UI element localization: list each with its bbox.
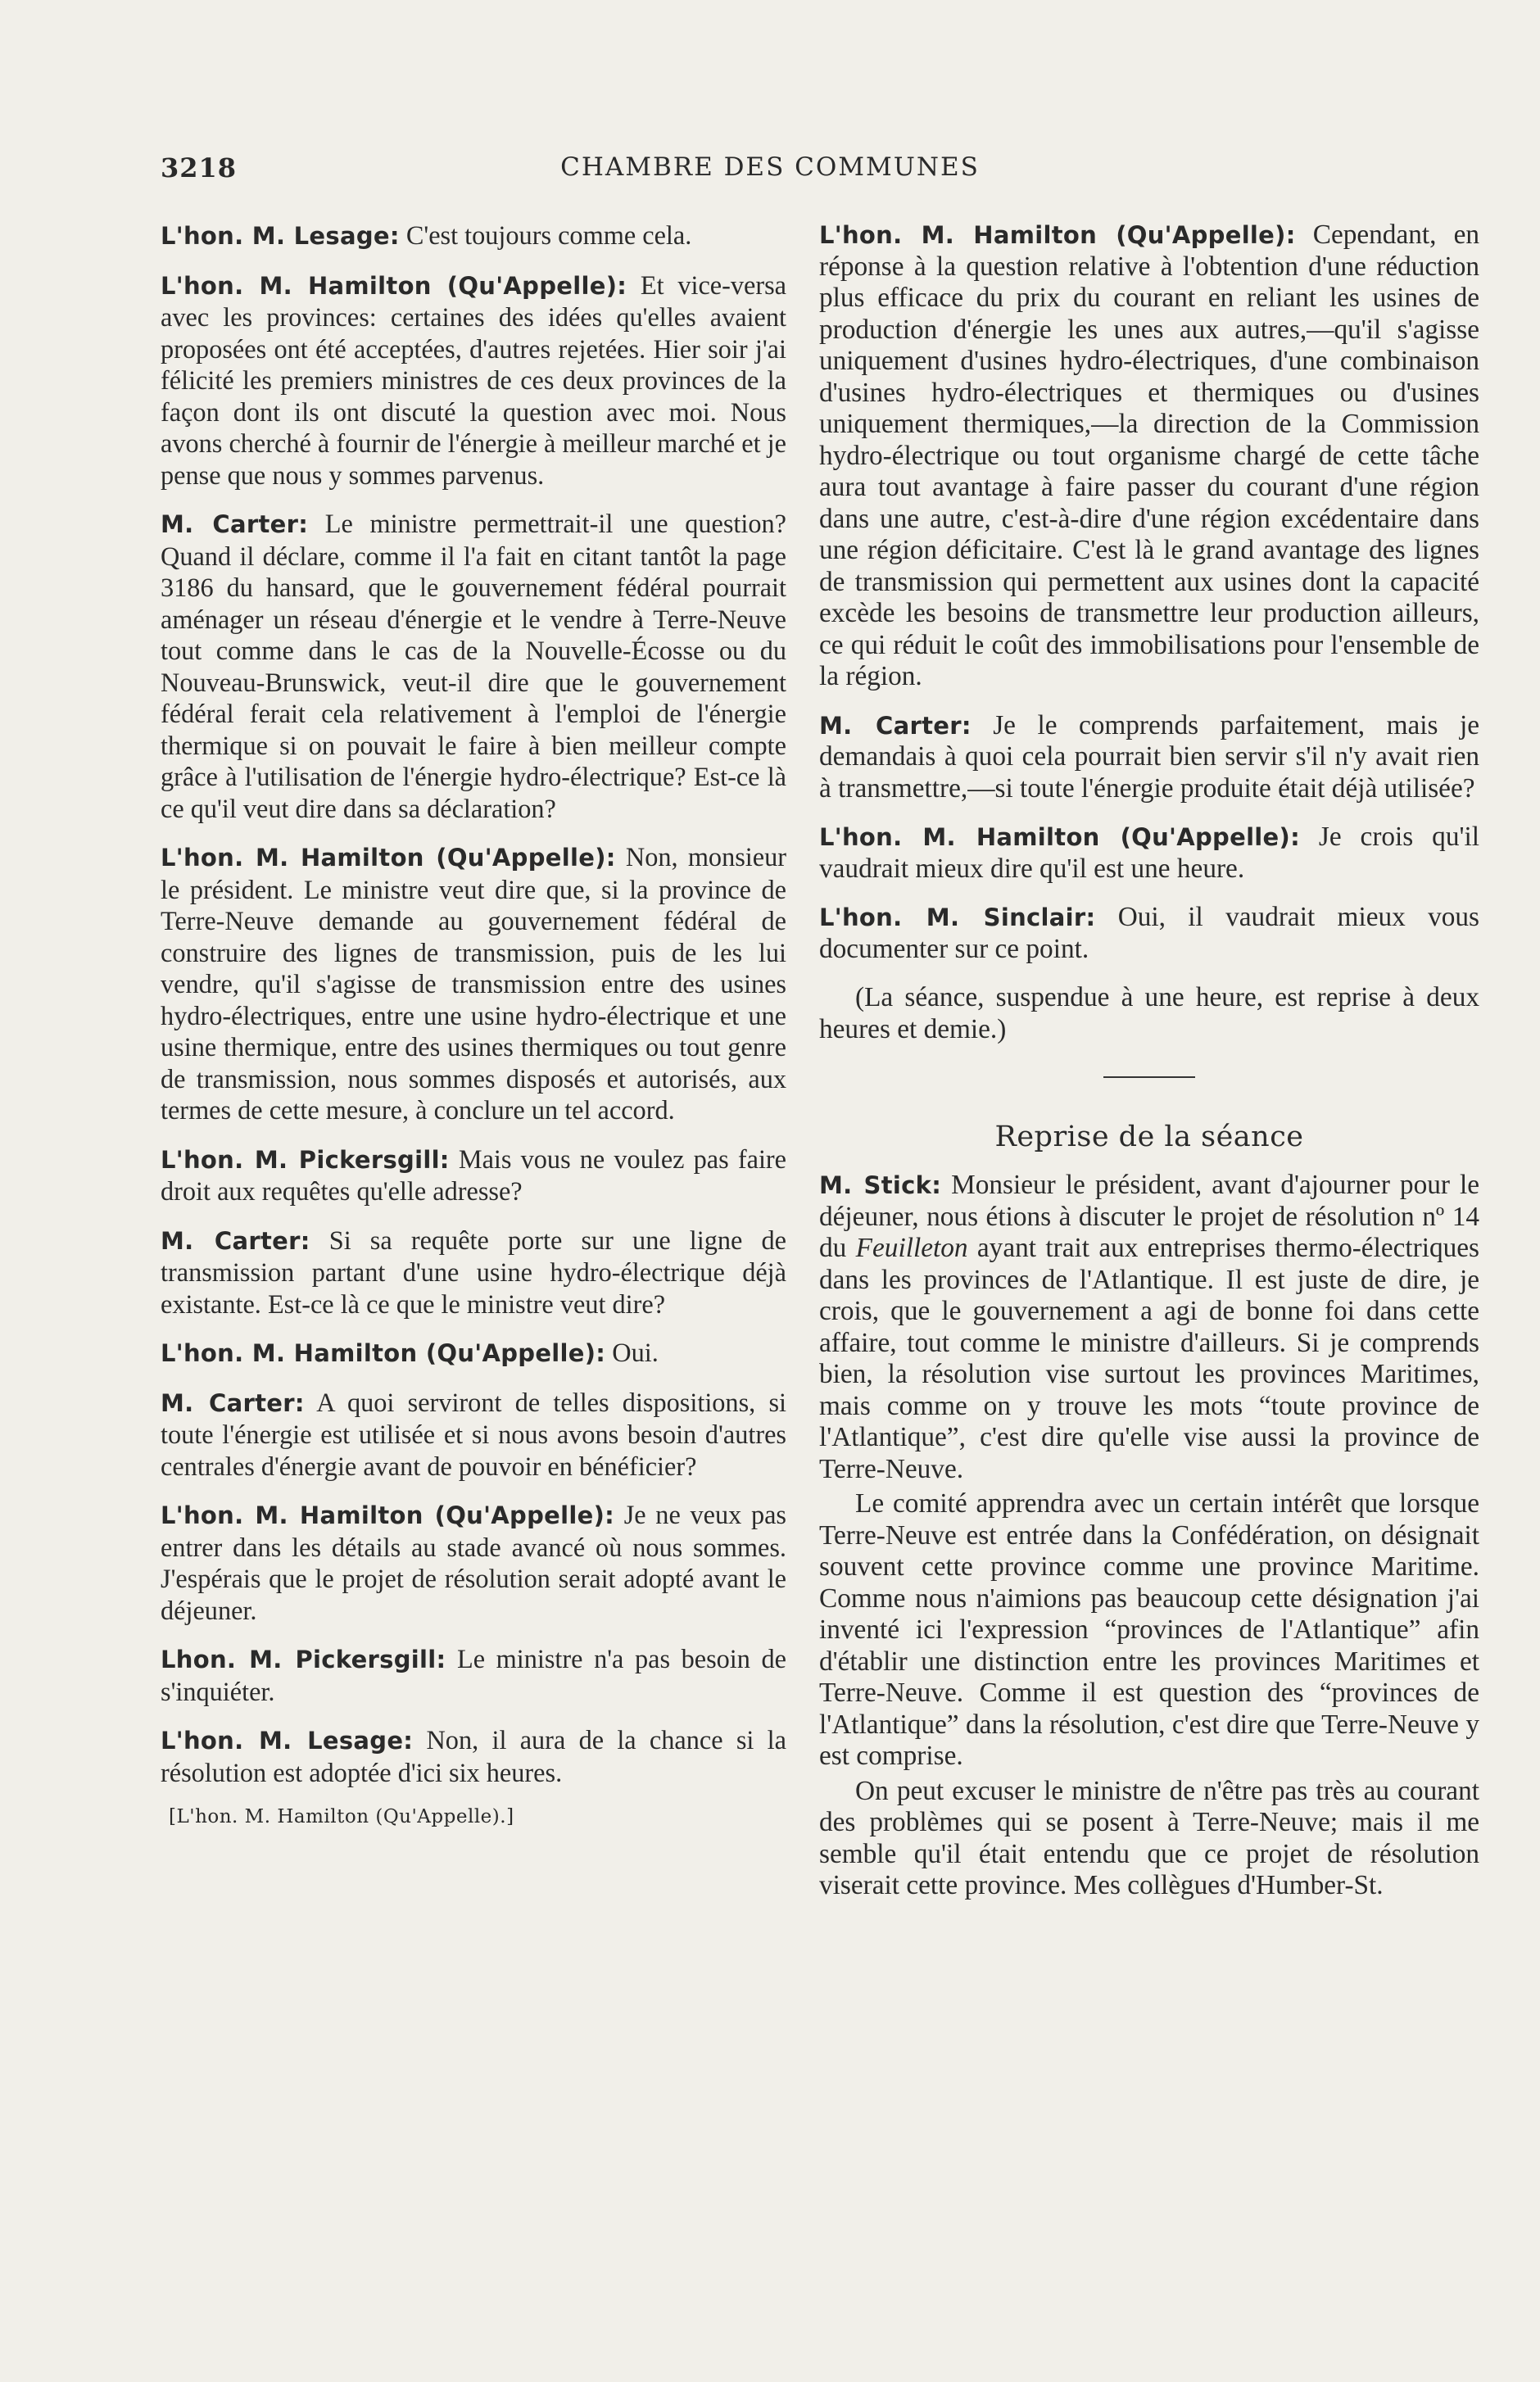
speech-paragraph (161, 1143, 786, 1207)
speech-paragraph (819, 1170, 1479, 1485)
speaker-name: M. Carter: (161, 510, 309, 538)
speaker-name: Lhon. M. Pickersgill: (161, 1646, 446, 1673)
speaker-name: L'hon. M. Hamilton (Qu'Appelle): (161, 844, 616, 872)
speech-paragraph (161, 841, 786, 1126)
speaker-name: L'hon. M. Hamilton (Qu'Appelle): (819, 221, 1296, 249)
speech-paragraph (819, 822, 1479, 885)
section-title: Reprise de la séance (994, 1121, 1304, 1153)
speech-text: Et vice-versa avec les provinces: certaines des idées qu'elles avaient proposées ont été acceptées, d'autres rejetées. Hier soir j'ai félicité les premiers ministres de ces deux provinces de la façon dont ils ont discuté la question avec moi. Nous avons cherché à fournir de l'énergie à meilleur marché et je pense que nous y sommes parvenus. (161, 269, 787, 490)
speaker-name: L'hon. M. Hamilton (Qu'Appelle): (161, 1339, 606, 1367)
speech-paragraph (161, 269, 786, 491)
speech-text: Cependant, en réponse à la question relative à l'obtention d'une réduction plus efficace du prix du courant en reliant les usines de production d'énergie les unes aux autres,—qu'il s'agisse uniquement d'usines hydro-électriques, d'une combinaison d'usines hydro-électriques et thermiques ou d'usines uniquement thermiques,—la direction de la Commission hydro-électrique ou tout organisme chargé de cette tâche aura tout avantage à faire passer du courant d'une région dans une autre, c'est-à-dire d'une région excédentaire dans une région déficitaire. C'est là le grand avantage des lignes de transmission qui permettent aux usines dont la capacité excède les besoins de transmettre leur production ailleurs, ce qui réduit le coût des immobilisations pour l'ensemble de la région. (819, 220, 1480, 691)
italic-term: Feuilleton (855, 1233, 968, 1263)
speech-paragraph (161, 1499, 786, 1626)
speaker-name: L'hon. M. Hamilton (Qu'Appelle): (819, 823, 1300, 851)
speaker-name: L'hon. M. Lesage: (161, 222, 400, 250)
speech-text: Oui, il vaudrait mieux vous documenter sur ce point. (819, 902, 1479, 964)
recess-note: (La séance, suspendue à une heure, est reprise à deux heures et demie.) (819, 982, 1479, 1044)
speech-paragraph (819, 710, 1479, 805)
speaker-name: L'hon. M. Hamilton (Qu'Appelle): (161, 271, 627, 300)
speech-paragraph (819, 902, 1479, 965)
speaker-name: M. Carter: (161, 1226, 310, 1255)
speech-paragraph: On peut excuser le ministre de n'être pas très au courant des problèmes qui se posent à Terre-Neuve; mais il me semble qu'il était entendu que ce projet de résolution viserait cette province. Mes collègues d'Humber-St. (819, 1775, 1479, 1900)
speech-paragraph (161, 1225, 786, 1320)
speaker-name: M. Stick: (819, 1171, 942, 1199)
speech-text: ayant trait aux entreprises thermo-électriques dans les provinces de l'Atlantique. Il est juste de dire, je crois, que le gouvernement a agi de bonne foi dans cette affaire, tout comme le ministre d'ailleurs. Si je comprends bien, la résolution vise surtout les provinces Maritimes, mais comme on y trouve les mots “toute province de l'Atlantique”, c'est dire qu'elle vise aussi la province de Terre-Neuve. (819, 1233, 1480, 1484)
speaker-name: M. Carter: (161, 1388, 305, 1417)
speech-text: Oui. (612, 1338, 659, 1367)
speech-text: Le ministre n'a pas besoin de s'inquiéter. (161, 1644, 786, 1706)
right-column (819, 220, 1479, 1905)
speech-paragraph (161, 220, 786, 252)
left-column (161, 220, 786, 1827)
speech-text: Le ministre permettrait-il une question? Quand il déclare, comme il l'a fait en citant tantôt la page 3186 du hansard, que le gouvernement fédéral pourrait aménager un réseau d'énergie et le vendre à Terre-Neuve tout comme dans le cas de la Nouvelle-Écosse ou du Nouveau-Brunswick, veut-il dire que le gouvernement fédéral ferait cela relativement à l'emploi de l'énergie thermique si on pouvait le faire à bien meilleur compte grâce à l'utilisation de l'énergie hydro-électrique? Est-ce là ce qu'il veut dire dans sa déclaration? (161, 509, 787, 823)
speech-text: Mais vous ne voulez pas faire droit aux requêtes qu'elle adresse? (161, 1143, 787, 1206)
column-footnote: [L'hon. M. Hamilton (Qu'Appelle).] (169, 1806, 514, 1827)
speech-text: Je crois qu'il vaudrait mieux dire qu'il est une heure. (819, 822, 1479, 884)
speech-paragraph: Le comité apprendra avec un certain intérêt que lorsque Terre-Neuve est entrée dans la Confédération, on désignait souvent cette province comme une province Maritime. Comme nous n'aimions pas beaucoup cette désignation j'ai inventé ici l'expression “provinces de l'Atlantique” afin d'établir une distinction entre les provinces Maritimes et Terre-Neuve. Comme il est question des “provinces de l'Atlantique” dans la résolution, c'est dire que Terre-Neuve y est comprise. (819, 1488, 1479, 1771)
speech-paragraph (161, 508, 786, 824)
speech-text: Non, monsieur le président. Le ministre veut dire que, si la province de Terre-Neuve demande au gouvernement fédéral de construire des lignes de transmission, puis de les lui vendre, qu'il s'agisse de transmission entre des usines hydro-électriques, entre une usine hydro-électrique et une usine thermique, entre des usines thermiques ou tout genre de transmission, nous sommes disposés et autorisés, aux termes de cette mesure, à conclure un tel accord. (161, 842, 787, 1125)
speech-paragraph (161, 1643, 786, 1707)
speech-paragraph (161, 1387, 786, 1483)
speech-text: Non, il aura de la chance si la résolution est adoptée d'ici six heures. (161, 1725, 786, 1787)
speech-paragraph (819, 220, 1479, 693)
speech-text: Je ne veux pas entrer dans les détails au stade avancé où nous sommes. J'espérais que le projet de résolution serait adopté avant le déjeuner. (161, 1500, 786, 1625)
speech-text: Si sa requête porte sur une ligne de transmission partant d'une usine hydro-électrique déjà existante. Est-ce là ce que le ministre veut dire? (161, 1225, 786, 1319)
speaker-name: L'hon. M. Lesage: (161, 1727, 414, 1755)
speaker-name: L'hon. M. Sinclair: (819, 903, 1096, 931)
speaker-name: L'hon. M. Hamilton (Qu'Appelle): (161, 1501, 615, 1529)
speaker-name: L'hon. M. Pickersgill: (161, 1145, 450, 1174)
speech-text: A quoi serviront de telles dispositions, si toute l'énergie est utilisée et si nous avons besoin d'autres centrales d'énergie avant de pouvoir en bénéficier? (161, 1387, 787, 1481)
section-divider (1103, 1076, 1195, 1078)
speech-paragraph (161, 1724, 786, 1788)
speech-text: C'est toujours comme cela. (405, 220, 692, 250)
speech-text: Je le comprends parfaitement, mais je demandais à quoi cela pourrait bien servir s'il n'y avait rien à transmettre,—si toute l'énergie produite était déjà utilisée? (819, 709, 1479, 804)
speaker-name: M. Carter: (819, 711, 972, 740)
speech-text: Monsieur le président, avant d'ajourner pour le déjeuner, nous étions à discuter le projet de résolution nº 14 du (819, 1170, 1479, 1263)
page-number: 3218 (161, 152, 238, 183)
speech-paragraph (161, 1337, 786, 1370)
running-title: CHAMBRE DES COMMUNES (560, 152, 980, 182)
